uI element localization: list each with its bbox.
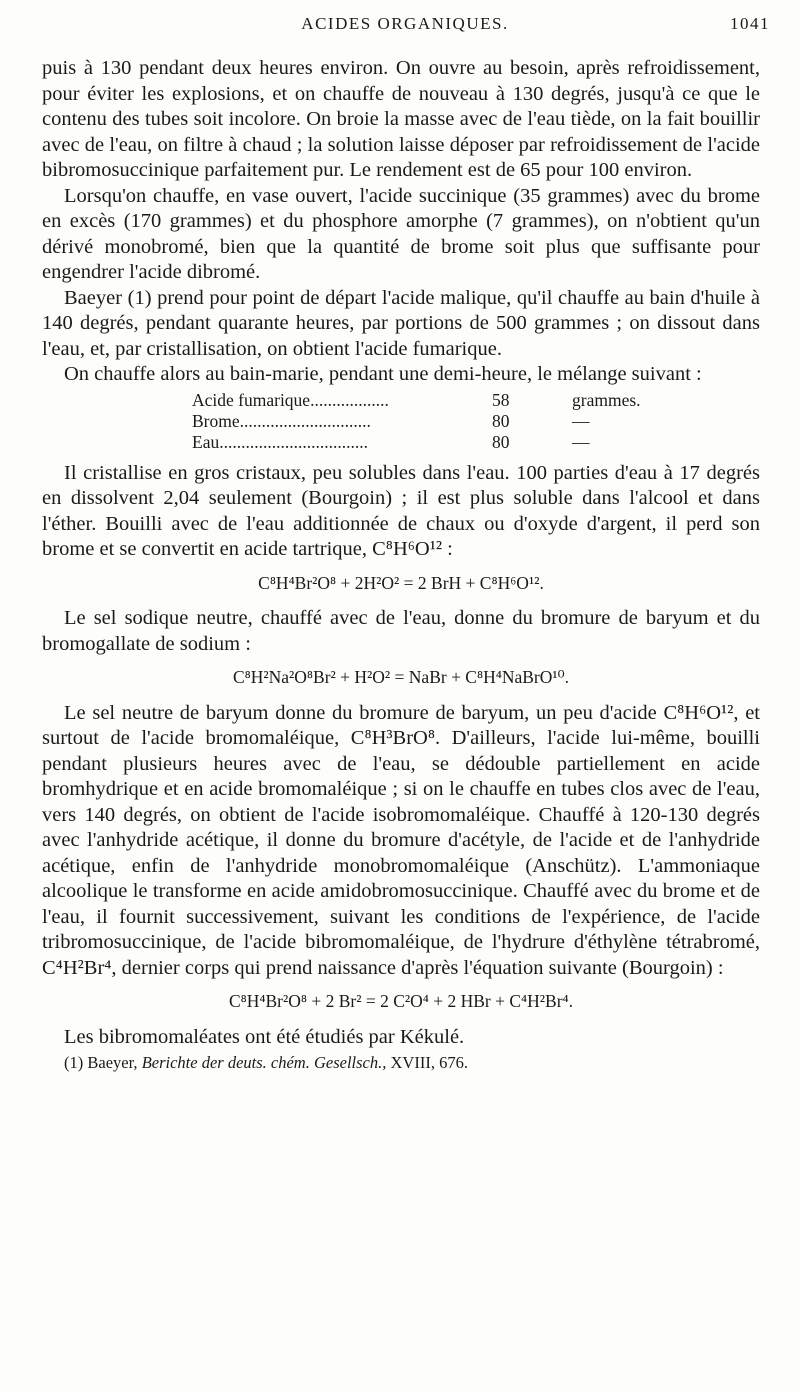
recipe-unit: grammes. <box>572 389 641 410</box>
paragraph: On chauffe alors au bain-marie, pendant une demi-heure, le mélange suivant : <box>64 363 702 385</box>
paragraph: puis à 130 pendant deux heures environ. On ouvre au besoin, après refroidissement, pour éviter les explosions, et on chauffe de nouveau à 130 degrés, jusqu'à ce que le contenu des tubes soit incolore. On broie la masse avec de l'eau tiède, on la fait bouillir avec de l'eau, on filtre à chaud ; la solution laisse déposer par refroidissement de l'acide bibromosuccinique parfaitement pur. Le rendement est de 65 pour 100 environ. <box>42 57 760 181</box>
footnote-mark: (1) <box>64 1053 84 1072</box>
body-text <box>42 56 760 1076</box>
recipe-quantity: 58 <box>492 389 510 410</box>
chemical-equation: C⁸H⁴Br²O⁸ + 2 Br² = 2 C²O⁴ + 2 HBr + C⁴H²Br⁴. <box>228 991 574 1011</box>
recipe-unit: — <box>572 431 590 452</box>
recipe-quantity: 80 <box>492 410 510 431</box>
paragraph: Lorsqu'on chauffe, en vase ouvert, l'acide succinique (35 grammes) avec du brome en excès (170 grammes) et du phosphore amorphe (7 grammes), on n'obtient qu'un dérivé monobromé, bien que la quantité de brome soit plus que suffisante pour engendrer l'acide dibromé. <box>42 184 760 283</box>
recipe-list <box>192 390 760 453</box>
paragraph: Le sel sodique neutre, chauffé avec de l'eau, donne du bromure de baryum et du bromogallate de sodium : <box>42 607 760 655</box>
footnote-author: Baeyer, <box>87 1053 138 1072</box>
paragraph: Les bibromomaléates ont été étudiés par Kékulé. <box>64 1025 465 1048</box>
recipe-ingredient: Acide fumarique.................. <box>192 389 389 410</box>
chemical-equation: C⁸H²Na²O⁸Br² + H²O² = NaBr + C⁸H⁴NaBrO¹⁰. <box>232 667 570 687</box>
page-number: 1041 <box>730 14 770 33</box>
header-title: ACIDES ORGANIQUES. <box>301 14 509 33</box>
running-header <box>40 14 770 44</box>
paragraph: Le sel neutre de baryum donne du bromure de baryum, un peu d'acide C⁸H⁶O¹², et surtout de l'acide bromomaléique, C⁸H³BrO⁸. D'ailleurs, l'acide lui-même, bouilli pendant plusieurs heures avec de l'eau, se dédouble partiellement en acide bromhydrique et en acide bromomaléique ; si on le chauffe en tubes clos avec de l'eau, vers 140 degrés, on obtient de l'acide isobromomaléique. Chauffé à 120-130 degrés avec l'anhydride acétique, il donne du bromure d'acétyle, de l'acide et de l'anhydride acétique, enfin de l'anhydride monobromomaléique (Anschütz). L'ammoniaque alcoolique le transforme en acide amidobromosuccinique. Chauffé avec du brome et de l'eau, il fournit successivement, suivant les conditions de l'expérience, de l'acide tribromosuccinique, de l'acide bibromomaléique, de l'hydrure d'éthylène tétrabromé, C⁴H²Br⁴, dernier corps qui prend naissance d'après l'équation suivante (Bourgoin) : <box>42 701 760 979</box>
footnote-reference: XVIII, 676. <box>390 1053 468 1072</box>
footnote-journal: Berichte der deuts. chém. Gesellsch., <box>141 1053 387 1072</box>
paragraph: Baeyer (1) prend pour point de départ l'acide malique, qu'il chauffe au bain d'huile à 140 degrés, pendant quarante heures, par portions de 500 grammes ; on dissout dans l'eau, et, par cristallisation, on obtient l'acide fumarique. <box>42 286 760 360</box>
recipe-ingredient: Eau.................................. <box>192 431 368 452</box>
paragraph: Il cristallise en gros cristaux, peu solubles dans l'eau. 100 parties d'eau à 17 degrés en dissolvent 2,04 seulement (Bourgoin) ; il est plus soluble dans l'alcool et dans l'éther. Bouilli avec de l'eau additionnée de chaux ou d'oxyde d'argent, il perd son brome et se convertit en acide tartrique, C⁸H⁶O¹² : <box>42 461 760 560</box>
recipe-quantity: 80 <box>492 431 510 452</box>
footnote <box>42 1050 760 1076</box>
recipe-row <box>192 411 760 432</box>
recipe-row <box>192 432 760 453</box>
recipe-ingredient: Brome.............................. <box>192 410 371 431</box>
recipe-row <box>192 390 760 411</box>
chemical-equation: C⁸H⁴Br²O⁸ + 2H²O² = 2 BrH + C⁸H⁶O¹². <box>258 572 544 593</box>
recipe-unit: — <box>572 410 590 431</box>
